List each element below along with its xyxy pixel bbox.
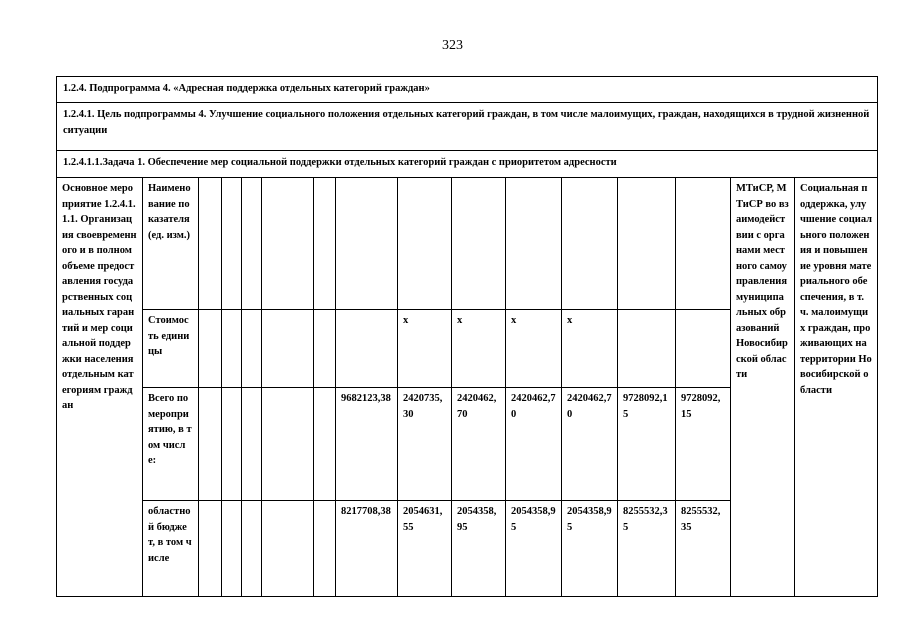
row-label: Всего по мероприятию, в том числе: — [143, 388, 199, 501]
row-label: Наименование показателя (ед. изм.) — [143, 178, 199, 310]
program-table — [56, 76, 878, 597]
table-cell: 9728092,15 — [676, 388, 731, 501]
table-cell: 2054358,95 — [452, 501, 506, 597]
table-cell: 2420462,70 — [506, 388, 562, 501]
table-cell: 2420462,70 — [452, 388, 506, 501]
table-cell: 2420462,70 — [562, 388, 618, 501]
table-cell: х — [506, 310, 562, 388]
task-header: 1.2.4.1.1.Задача 1. Обеспечение мер социальной поддержки отдельных категорий граждан с приоритетом адресности — [57, 151, 878, 178]
page-number: 323 — [442, 38, 463, 53]
table-cell: 8217708,38 — [336, 501, 398, 597]
table-cell: 2054358,95 — [562, 501, 618, 597]
table-cell: х — [562, 310, 618, 388]
goal-header: 1.2.4.1. Цель подпрограммы 4. Улучшение социального положения отдельных категорий граждан, в том числе малоимущих, граждан, находящихся в трудной жизненной ситуации — [57, 103, 878, 151]
executor-cell: МТиСР, МТиСР во взаимодействии с органами местного самоуправления муниципальных образований Новосибирской области — [731, 178, 795, 597]
table-cell: х — [398, 310, 452, 388]
result-cell: Социальная поддержка, улучшение социального положения и повышение уровня материального обеспечения, в т.ч. малоимущих граждан, проживающих на территории Новосибирской области — [795, 178, 878, 597]
table-cell: 8255532,35 — [618, 501, 676, 597]
table-cell: х — [452, 310, 506, 388]
activity-cell: Основное мероприятие 1.2.4.1.1.1. Организация своевременного и в полном объеме предоставления государственных социальных гарантий и мер социальной поддержки населения отдельным категориям граждан — [57, 178, 143, 597]
table-cell: 9682123,38 — [336, 388, 398, 501]
table-cell: 2420735,30 — [398, 388, 452, 501]
row-label: областной бюджет, в том числе — [143, 501, 199, 597]
table-cell: 2054631,55 — [398, 501, 452, 597]
table-cell: 9728092,15 — [618, 388, 676, 501]
table-cell: 8255532,35 — [676, 501, 731, 597]
subprogram-header: 1.2.4. Подпрограмма 4. «Адресная поддержка отдельных категорий граждан» — [57, 77, 878, 103]
table-cell: 2054358,95 — [506, 501, 562, 597]
row-label: Стоимость единицы — [143, 310, 199, 388]
